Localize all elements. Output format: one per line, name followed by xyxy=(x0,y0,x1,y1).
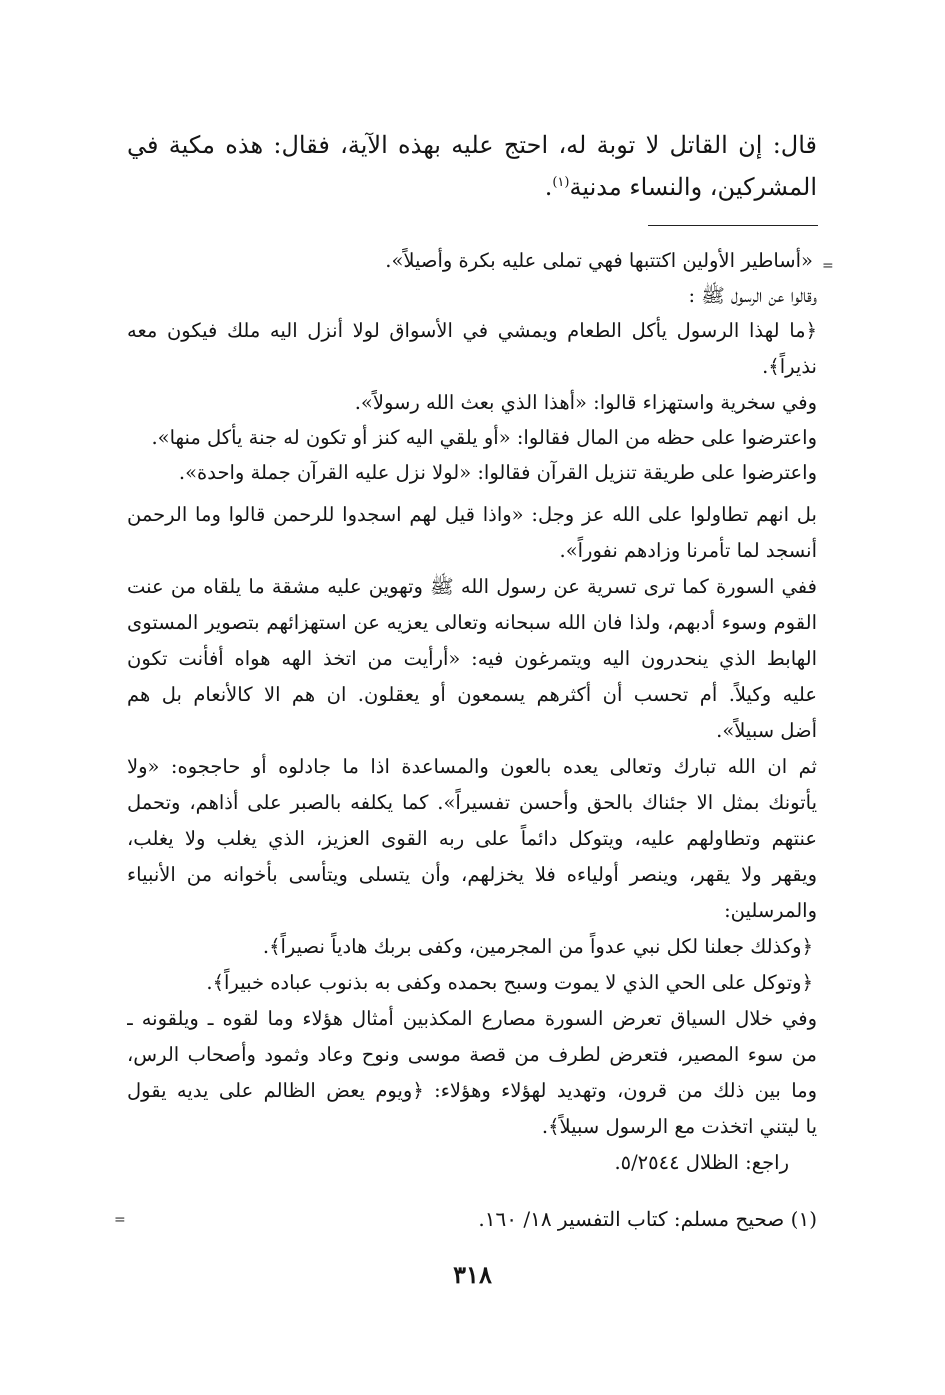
main-paragraph-end: . xyxy=(544,173,553,201)
continuation-marker-bottom: = xyxy=(114,1212,126,1228)
text-line-14: أضل سبيلاً». xyxy=(716,719,817,742)
text-line-15: ثم ان الله تبارك وتعالى يعده بالعون والمساعدة اذا ما جادلوه أو حاججوه: «ولا xyxy=(127,755,817,778)
text-line-3: ﴿ما لهذا الرسول يأكل الطعام ويمشي في الأسواق لولا أنزل اليه ملك فيكون معه xyxy=(127,319,817,342)
text-line-5: وفي سخرية واستهزاء قالوا: «أهذا الذي بعث الله رسولاً». xyxy=(354,391,817,414)
text-line-23: من سوء المصير، فتعرض لطرف من قصة موسى ونوح وعاد وثمود وأصحاب الرس، xyxy=(127,1043,817,1066)
page-number: ٣١٨ xyxy=(453,1260,492,1289)
text-line-10: ففي السورة كما ترى تسرية عن رسول الله ﷺ وتهوين عليه مشقة ما يلقاه من عنت xyxy=(127,575,817,598)
text-line-19: والمرسلين: xyxy=(724,899,817,922)
page-footnote: (١) صحيح مسلم: كتاب التفسير ١٨/ ١٦٠. xyxy=(478,1207,817,1231)
continued-footnote-block xyxy=(127,243,817,1181)
text-line-16: يأتونك بمثل الا جئناك بالحق وأحسن تفسيراً». كما يكلفه بالصبر على أذاهم، وتحمل xyxy=(127,791,817,814)
text-line-24: وما بين ذلك من قرون، وتهديد لهؤلاء وهؤلاء: ﴿ويوم يعض الظالم على يديه يقول xyxy=(127,1079,817,1102)
continuation-marker-top: = xyxy=(822,258,834,274)
text-line-21: ﴿وتوكل على الحي الذي لا يموت وسبح بحمده وكفى به بذنوب عباده خبيراً﴾. xyxy=(206,971,813,994)
text-line-7: واعترضوا على طريقة تنزيل القرآن فقالوا: «لولا نزل عليه القرآن جملة واحدة». xyxy=(178,461,817,484)
text-line-2: وقالوا عن الرسول ﷺ : xyxy=(688,284,817,307)
footnote-reference: (١) xyxy=(552,175,570,190)
text-line-6: واعترضوا على حظه من المال فقالوا: «أو يلقي اليه كنز أو تكون له جنة يأكل منها». xyxy=(151,426,817,449)
text-line-9: أنسجد لما تأمرنا وزادهم نفوراً». xyxy=(559,539,817,562)
text-line-17: عنتهم وتطاولهم عليه، ويتوكل دائماً على ربه القوى العزيز، الذي يغلب ولا يغلب، xyxy=(127,827,817,850)
text-line-18: ويقهر ولا يقهر، وينصر أولياءه فلا يخزلهم، وأن يتسلى ويتأسى بأخوانه من الأنبياء xyxy=(127,863,817,886)
text-line-1: «أساطير الأولين اكتتبها فهي تملى عليه بكرة وأصيلاً». xyxy=(385,249,813,272)
text-line-20: ﴿وكذلك جعلنا لكل نبي عدواً من المجرمين، وكفى بربك هادياً نصيراً﴾. xyxy=(262,935,813,958)
text-line-12: الهابط الذي ينحدرون اليه ويتمرغون فيه: «أرأيت من اتخذ الهه هواه أفأنت تكون xyxy=(127,647,817,670)
footnote-separator-rule xyxy=(648,225,818,226)
text-line-13: عليه وكيلاً. أم تحسب أن أكثرهم يسمعون أو يعقلون. ان هم الا كالأنعام بل هم xyxy=(127,683,817,706)
text-line-11: القوم وسوء أدبهم، ولذا فان الله سبحانه وتعالى يعزيه عن استهزائهم بتصوير المستوى xyxy=(127,611,817,634)
text-line-25: يا ليتني اتخذت مع الرسول سبيلاً﴾. xyxy=(541,1115,817,1138)
text-line-8: بل انهم تطاولوا على الله عز وجل: «واذا قيل لهم اسجدوا للرحمن قالوا وما الرحمن xyxy=(127,503,817,526)
text-line-26: راجع: الظلال ٥/٢٥٤٤. xyxy=(614,1151,789,1174)
text-line-22: وفي خلال السياق تعرض السورة مصارع المكذبين أمثال هؤلاء وما لقوه ـ ويلقونه ـ xyxy=(127,1007,817,1030)
text-line-4: نذيراً﴾. xyxy=(762,355,817,378)
main-paragraph-text: قال: إن القاتل لا توبة له، احتج عليه بهذه الآية، فقال: هذه مكية في المشركين، والنساء مدنية xyxy=(127,131,817,201)
main-paragraph xyxy=(127,126,817,206)
